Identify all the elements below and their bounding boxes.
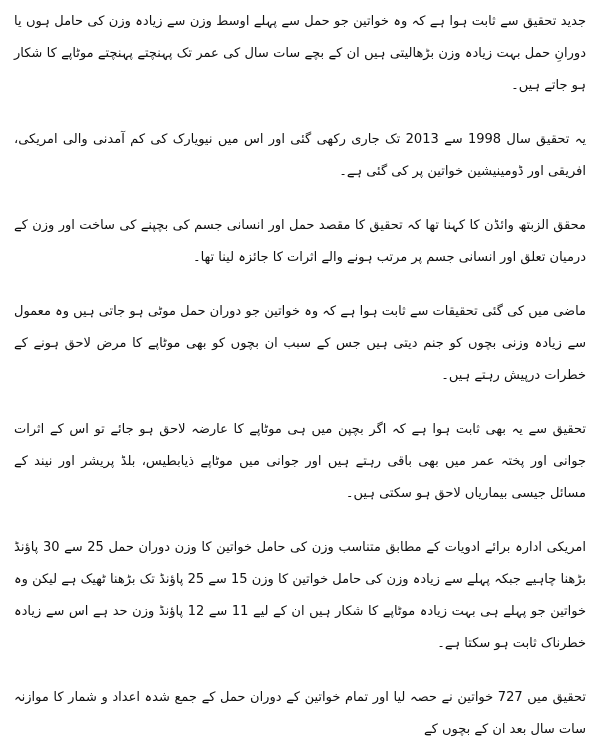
article-paragraph-5: تحقیق سے یہ بھی ثابت ہوا ہے کہ اگر بچپن میں ہی موٹاپے کا عارضہ لاحق ہو جائے تو اس کے اثرات جوانی اور پختہ عمر میں بھی باقی رہتے ہیں اور جوانی میں موٹاپے ذیابطیس، بلڈ پریشر اور نیند کے مسائل جیسی بیماریاں لاحق ہو سکتی ہیں۔ xyxy=(14,422,586,501)
article-paragraph-4: ماضی میں کی گئی تحقیقات سے ثابت ہوا ہے کہ وہ خواتین جو دوران حمل موٹی ہو جاتی ہیں وہ معمول سے زیادہ وزنی بچوں کو جنم دیتی ہیں جس کے سبب ان بچوں کو بھی موٹاپے کا مرض لاحق ہونے کے خطرات درپیش رہتے ہیں۔ xyxy=(14,304,586,383)
article-paragraph-6: امریکی ادارہ برائے ادویات کے مطابق متناسب وزن کی حامل خواتین کا وزن دوران حمل 25 سے 30 پاؤنڈ بڑھنا چاہیے جبکہ پہلے سے زیادہ وزن کی حامل خواتین کا وزن 15 سے 25 پاؤنڈ تک بڑھنا ٹھیک ہے لیکن وہ خواتین جو پہلے ہی بہت زیادہ موٹاپے کا شکار ہیں ان کے لیے 11 سے 12 پاؤنڈ وزن حد ہے اس سے زیادہ خطرناک ثابت ہو سکتا ہے۔ xyxy=(14,540,587,651)
article-paragraph-3: محقق الزبتھ وائڈن کا کہنا تھا کہ تحقیق کا مقصد حمل اور انسانی جسم کی بچپنے کی ساخت اور وزن کے درمیان تعلق اور انسانی جسم پر مرتب ہونے والے اثرات کا جائزہ لینا تھا۔ xyxy=(14,218,586,265)
article-paragraph-2: یہ تحقیق سال 1998 سے 2013 تک جاری رکھی گئی اور اس میں نیویارک کی کم آمدنی والی امریکی، افریقی اور ڈومینیشین خواتین پر کی گئی ہے۔ xyxy=(14,132,586,179)
article-paragraph-7: تحقیق میں 727 خواتین نے حصہ لیا اور تمام خواتین کے دوران حمل کے جمع شدہ اعداد و شمار کا موازنہ سات سال بعد ان کے بچوں کے xyxy=(14,690,586,737)
article-paragraph-1: جدید تحقیق سے ثابت ہوا ہے کہ وہ خواتین جو حمل سے پہلے اوسط وزن سے زیادہ وزن کی حامل ہوں یا دورانِ حمل بہت زیادہ وزن بڑھالیتی ہیں ان کے بچے سات سال کی عمر تک پہنچتے پہنچتے موٹاپے کا شکار ہو جاتے ہیں۔ xyxy=(14,14,586,93)
